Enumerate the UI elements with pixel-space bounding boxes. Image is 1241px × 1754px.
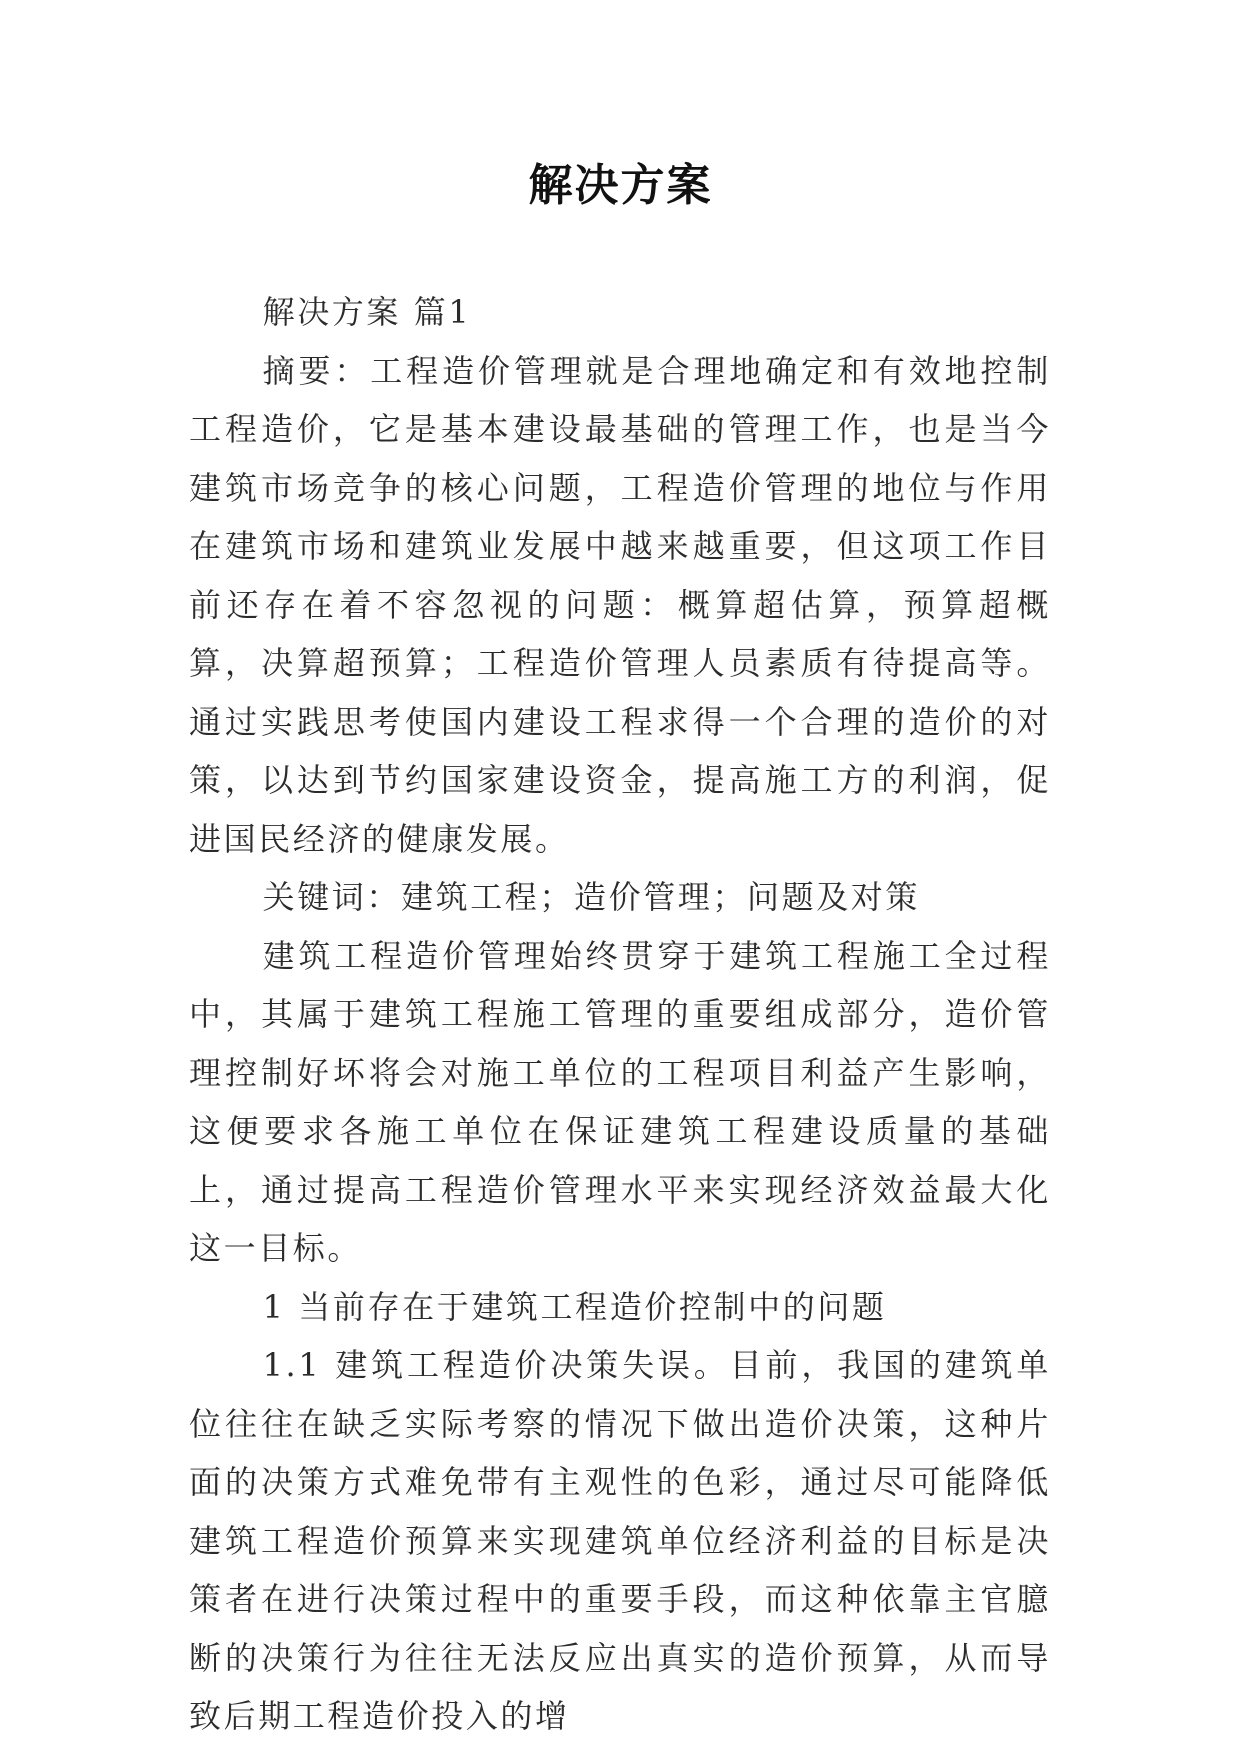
abstract-paragraph: 摘要：工程造价管理就是合理地确定和有效地控制工程造价，它是基本建设最基础的管理工作，也是当今建筑市场竞争的核心问题，工程造价管理的地位与作用在建筑市场和建筑业发展中越来越重要，但这项工作目前还存在着不容忽视的问题：概算超估算，预算超概算，决算超预算；工程造价管理人员素质有待提高等。通过实践思考使国内建设工程求得一个合理的造价的对策，以达到节约国家建设资金，提高施工方的利润，促进国民经济的健康发展。 [189, 351, 1051, 858]
chapter-heading: 1 当前存在于建筑工程造价控制中的问题 [262, 1287, 887, 1326]
subsection-paragraph: 1.1 建筑工程造价决策失误。目前，我国的建筑单位往往在缺乏实际考察的情况下做出造价决策，这种片面的决策方式难免带有主观性的色彩，通过尽可能降低建筑工程造价预算来实现建筑单位经济利益的目标是决策者在进行决策过程中的重要手段，而这种依靠主官臆断的决策行为往往无法反应出真实的造价预算，从而导致后期工程造价投入的增 [189, 1346, 1051, 1735]
document-body [189, 283, 1051, 1746]
section-heading: 解决方案 篇1 [262, 293, 472, 331]
document-title: 解决方案 [528, 160, 713, 211]
intro-paragraph: 建筑工程造价管理始终贯穿于建筑工程施工全过程中，其属于建筑工程施工管理的重要组成部分，造价管理控制好坏将会对施工单位的工程项目利益产生影响，这便要求各施工单位在保证建筑工程建设质量的基础上，通过提高工程造价管理水平来实现经济效益最大化这一目标。 [189, 936, 1051, 1267]
keywords-paragraph: 关键词：建筑工程；造价管理；问题及对策 [262, 878, 920, 916]
